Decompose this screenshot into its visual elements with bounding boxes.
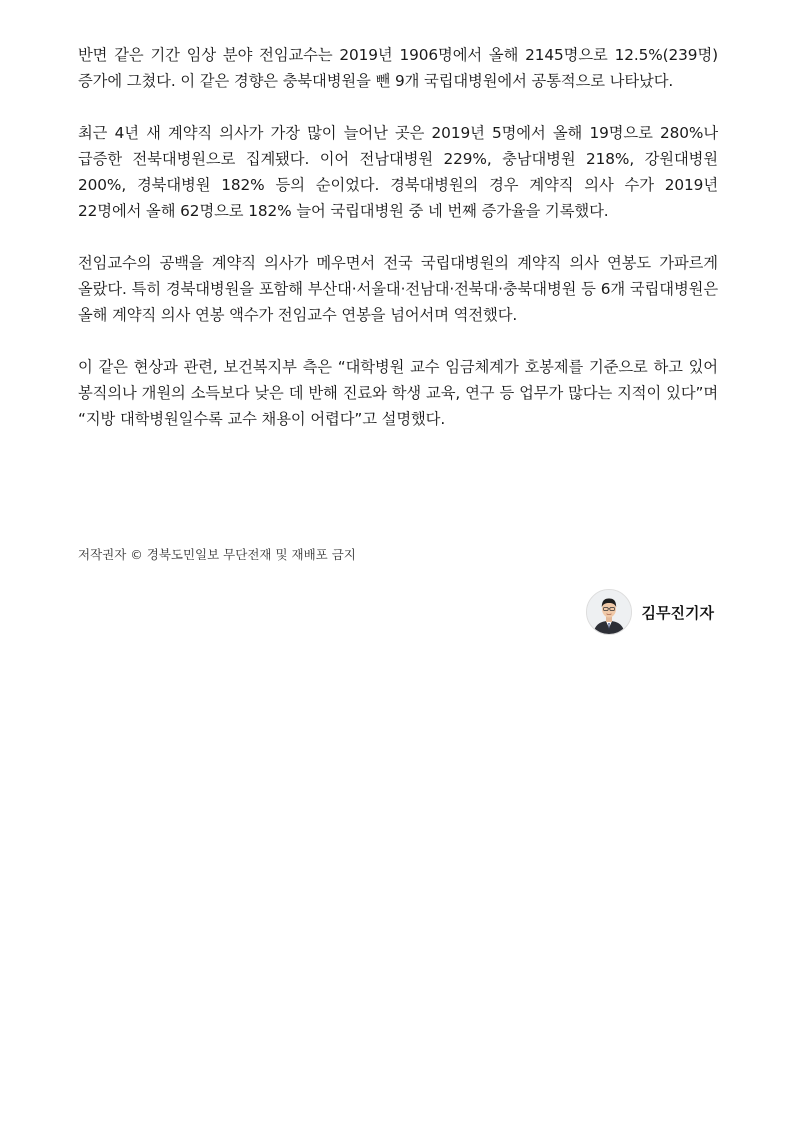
reporter-avatar[interactable] — [586, 589, 632, 635]
article-paragraph-3: 전임교수의 공백을 계약직 의사가 메우면서 전국 국립대병원의 계약직 의사 연봉도 가파르게 올랐다. 특히 경북대병원을 포함해 부산대·서울대·전남대·전북대·충북대병원 등 6개 국립대병원은 올해 계약직 의사 연봉 액수가 전임교수 연봉을 넘어서며 역전했다. — [78, 254, 718, 324]
reporter-byline[interactable] — [586, 589, 714, 635]
reporter-name[interactable]: 김무진기자 — [641, 603, 714, 622]
article-paragraph-2: 최근 4년 새 계약직 의사가 가장 많이 늘어난 곳은 2019년 5명에서 올해 19명으로 280%나 급증한 전북대병원으로 집계됐다. 이어 전남대병원 229%, 충남대병원 218%, 강원대병원 200%, 경북대병원 182% 등의 순이었다. 경북대병원의 경우 계약직 의사 수가 2019년 22명에서 올해 62명으로 182% 늘어 국립대병원 중 네 번째 증가율을 기록했다. — [78, 124, 718, 220]
article-body — [78, 42, 718, 432]
article-paragraph-1: 반면 같은 기간 임상 분야 전임교수는 2019년 1906명에서 올해 2145명으로 12.5%(239명) 증가에 그쳤다. 이 같은 경향은 충북대병원을 뺀 9개 국립대병원에서 공통적으로 나타났다. — [78, 46, 718, 90]
copyright-notice: 저작권자 © 경북도민일보 무단전재 및 재배포 금지 — [78, 547, 356, 562]
article-paragraph-4: 이 같은 현상과 관련, 보건복지부 측은 “대학병원 교수 임금체계가 호봉제를 기준으로 하고 있어 봉직의나 개원의 소득보다 낮은 데 반해 진료와 학생 교육, 연구 등 업무가 많다는 지적이 있다”며 “지방 대학병원일수록 교수 채용이 어렵다”고 설명했다. — [78, 358, 718, 428]
reporter-photo-icon — [587, 590, 631, 634]
